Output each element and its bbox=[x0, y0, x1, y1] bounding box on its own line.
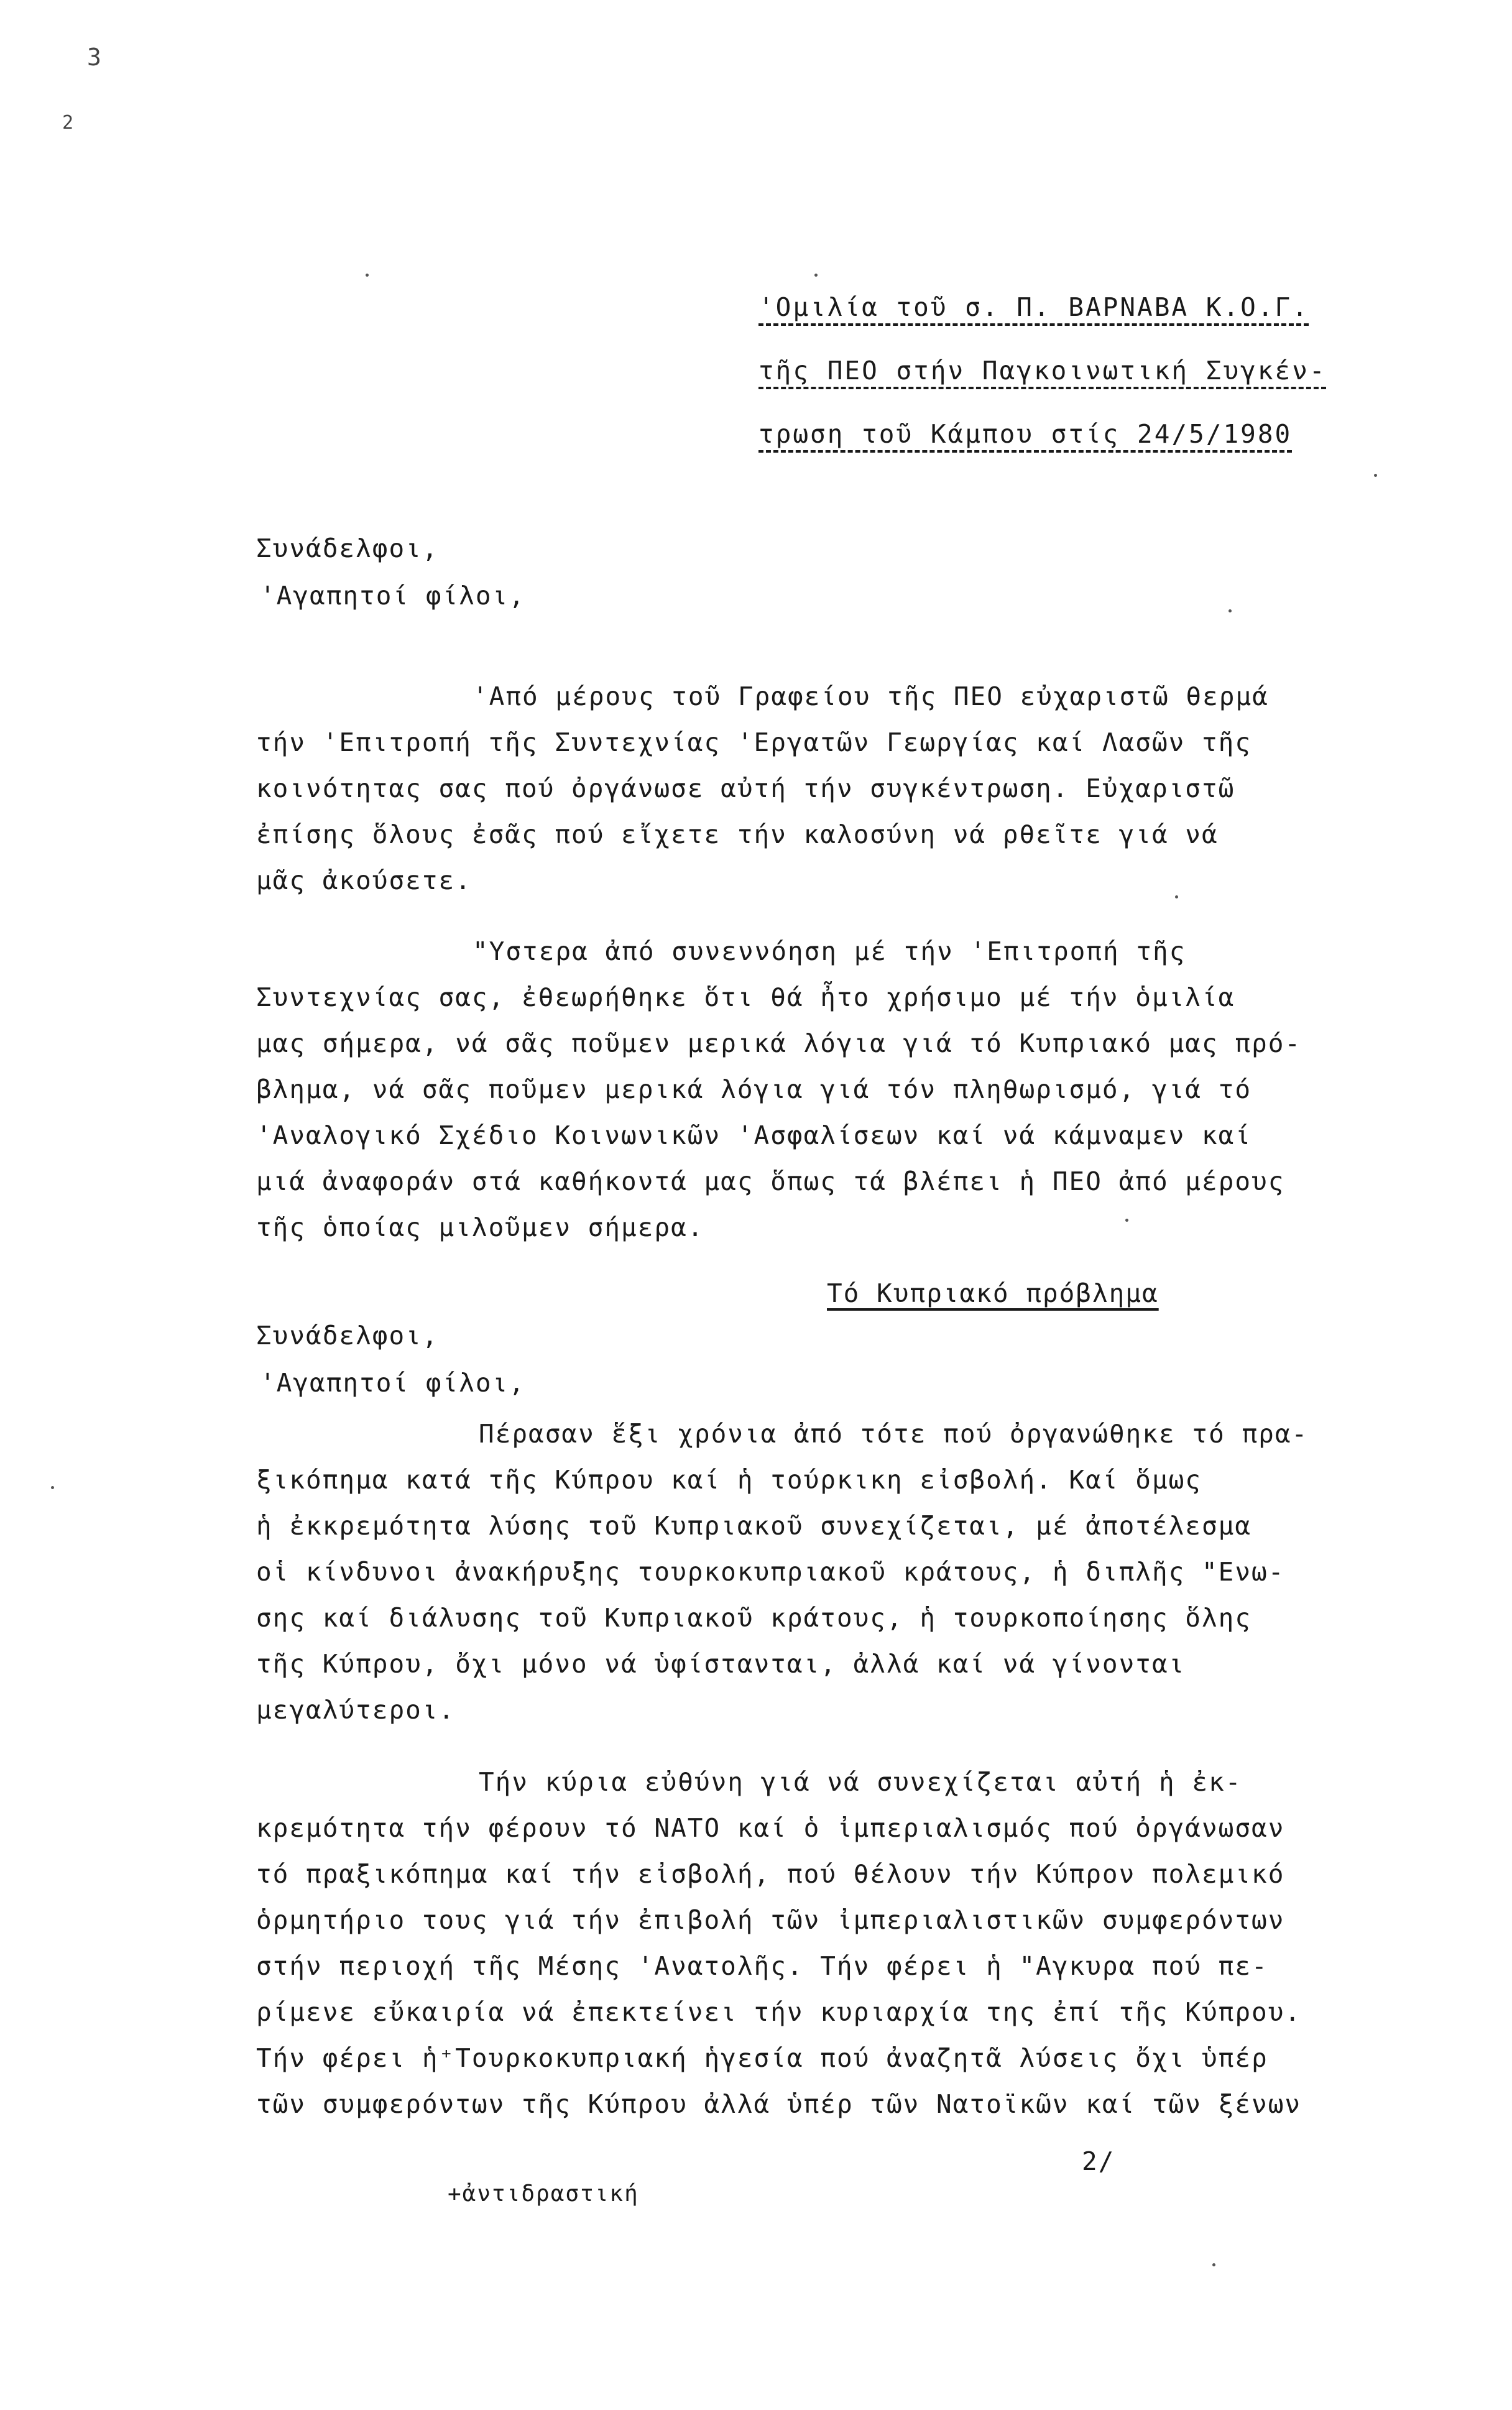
greeting-line: Συνάδελφοι, bbox=[256, 533, 439, 563]
paragraph-line: Τήν φέρει ἡ⁺Τουρκοκυπριακή ἡγεσία πού ἀναζητᾶ λύσεις ὄχι ὑπέρ bbox=[256, 2043, 1268, 2073]
scan-speck bbox=[1228, 609, 1232, 612]
corner-mark-2: 2 bbox=[62, 112, 75, 134]
paragraph-line: 'Από μέρους τοῦ Γραφείου τῆς ΠΕΟ εὐχαριστῶ θερμά bbox=[472, 681, 1269, 711]
paragraph-line: ὁρμητήριο τους γιά τήν ἐπιβολή τῶν ἰμπεριαλιστικῶν συμφερόντων bbox=[256, 1905, 1285, 1935]
paragraph-line: τῆς Κύπρου, ὄχι μόνο νά ὑφίστανται, ἀλλά καί νά γίνονται bbox=[256, 1649, 1186, 1679]
scan-speck bbox=[366, 274, 369, 277]
greeting-line: 'Αγαπητοί φίλοι, bbox=[260, 581, 525, 611]
title-line-3: τρωση τοῦ Κάμπου στίς 24/5/1980 bbox=[758, 419, 1293, 449]
paragraph-line: τῆς ὁποίας μιλοῦμεν σήμερα. bbox=[256, 1212, 704, 1242]
paragraph-line: μεγαλύτεροι. bbox=[256, 1695, 456, 1725]
paragraph-line: ρίμενε εὔκαιρία νά ἐπεκτείνει τήν κυριαρχία της ἐπί τῆς Κύπρου. bbox=[256, 1997, 1302, 2027]
scan-speck bbox=[814, 274, 818, 277]
paragraph-line: μας σήμερα, νά σᾶς ποῦμεν μερικά λόγια γιά τό Κυπριακό μας πρό- bbox=[256, 1028, 1302, 1058]
paragraph-line: βλημα, νά σᾶς ποῦμεν μερικά λόγια γιά τόν πληθωρισμό, γιά τό bbox=[256, 1074, 1252, 1104]
paragraph-line: ξικόπημα κατά τῆς Κύπρου καί ἡ τούρκικη εἰσβολή. Καί ὅμως bbox=[256, 1465, 1202, 1495]
scan-speck bbox=[1212, 2263, 1215, 2266]
greeting-line: 'Αγαπητοί φίλοι, bbox=[260, 1368, 525, 1398]
paragraph-line: στήν περιοχή τῆς Μέσης 'Ανατολῆς. Τήν φέρει ἡ "Αγκυρα πού πε- bbox=[256, 1951, 1268, 1981]
scan-speck bbox=[1175, 895, 1178, 898]
paragraph-line: σης καί διάλυσης τοῦ Κυπριακοῦ κράτους, ἡ τουρκοποίησης ὅλης bbox=[256, 1603, 1252, 1633]
paragraph-line: ἡ ἐκκρεμότητα λύσης τοῦ Κυπριακοῦ συνεχίζεται, μέ ἀποτέλεσμα bbox=[256, 1511, 1252, 1541]
paragraph-line: μιά ἀναφοράν στά καθήκοντά μας ὅπως τά βλέπει ἡ ΠΕΟ ἀπό μέρους bbox=[256, 1166, 1285, 1196]
greeting-line: Συνάδελφοι, bbox=[256, 1321, 439, 1350]
scan-speck bbox=[51, 1486, 54, 1489]
speech-title bbox=[758, 292, 1455, 482]
paragraph-line: Πέρασαν ἕξι χρόνια ἀπό τότε πού ὀργανώθηκε τό πρα- bbox=[479, 1419, 1309, 1449]
paragraph-line: κοινότητας σας πού ὀργάνωσε αὐτή τήν συγκέντρωση. Εὐχαριστῶ bbox=[256, 773, 1235, 803]
paragraph-line: κρεμότητα τήν φέρουν τό ΝΑΤΟ καί ὁ ἰμπεριαλισμός πού ὀργάνωσαν bbox=[256, 1813, 1285, 1843]
paragraph-line: τό πραξικόπημα καί τήν εἰσβολή, πού θέλουν τήν Κύπρον πολεμικό bbox=[256, 1859, 1285, 1889]
title-line-2: τῆς ΠΕΟ στήν Παγκοινωτική Συγκέν- bbox=[758, 356, 1327, 386]
paragraph-line: "Υστερα ἀπό συνεννόηση μέ τήν 'Επιτροπή τῆς bbox=[472, 936, 1186, 966]
paragraph-line: Συντεχνίας σας, ἐθεωρήθηκε ὅτι θά ἦτο χρήσιμο μέ τήν ὁμιλία bbox=[256, 982, 1235, 1012]
paragraph-line: 'Αναλογικό Σχέδιο Κοινωνικῶν 'Ασφαλίσεων καί νά κάμναμεν καί bbox=[256, 1120, 1252, 1150]
paragraph-line: οἱ κίνδυνοι ἀνακήρυξης τουρκοκυπριακοῦ κράτους, ἡ διπλῆς "Ενω- bbox=[256, 1557, 1285, 1587]
page-number: 2/ bbox=[1082, 2146, 1115, 2176]
corner-mark-1: 3 bbox=[87, 44, 103, 71]
paragraph-line: τήν 'Επιτροπή τῆς Συντεχνίας 'Εργατῶν Γεωργίας καί Λασῶν τῆς bbox=[256, 727, 1252, 757]
scan-speck bbox=[1374, 474, 1377, 477]
paragraph-line: Τήν κύρια εὐθύνη γιά νά συνεχίζεται αὐτή ἡ ἐκ- bbox=[479, 1767, 1242, 1797]
paragraph-line: ἐπίσης ὅλους ἐσᾶς πού εἴχετε τήν καλοσύνη νά ρθεῖτε γιά νά bbox=[256, 819, 1219, 849]
footnote: +ἀντιδραστική bbox=[448, 2181, 639, 2207]
paragraph-line: τῶν συμφερόντων τῆς Κύπρου ἀλλά ὑπέρ τῶν Νατοϊκῶν καί τῶν ξένων bbox=[256, 2089, 1302, 2119]
section-heading: Τό Κυπριακό πρόβλημα bbox=[827, 1278, 1159, 1308]
scan-speck bbox=[1125, 1219, 1128, 1222]
title-line-1: 'Ομιλία τοῦ σ. Π. ΒΑΡΝΑΒΑ Κ.Ο.Γ. bbox=[758, 292, 1309, 322]
corner-marks bbox=[37, 44, 137, 168]
paragraph-line: μᾶς ἀκούσετε. bbox=[256, 866, 472, 895]
